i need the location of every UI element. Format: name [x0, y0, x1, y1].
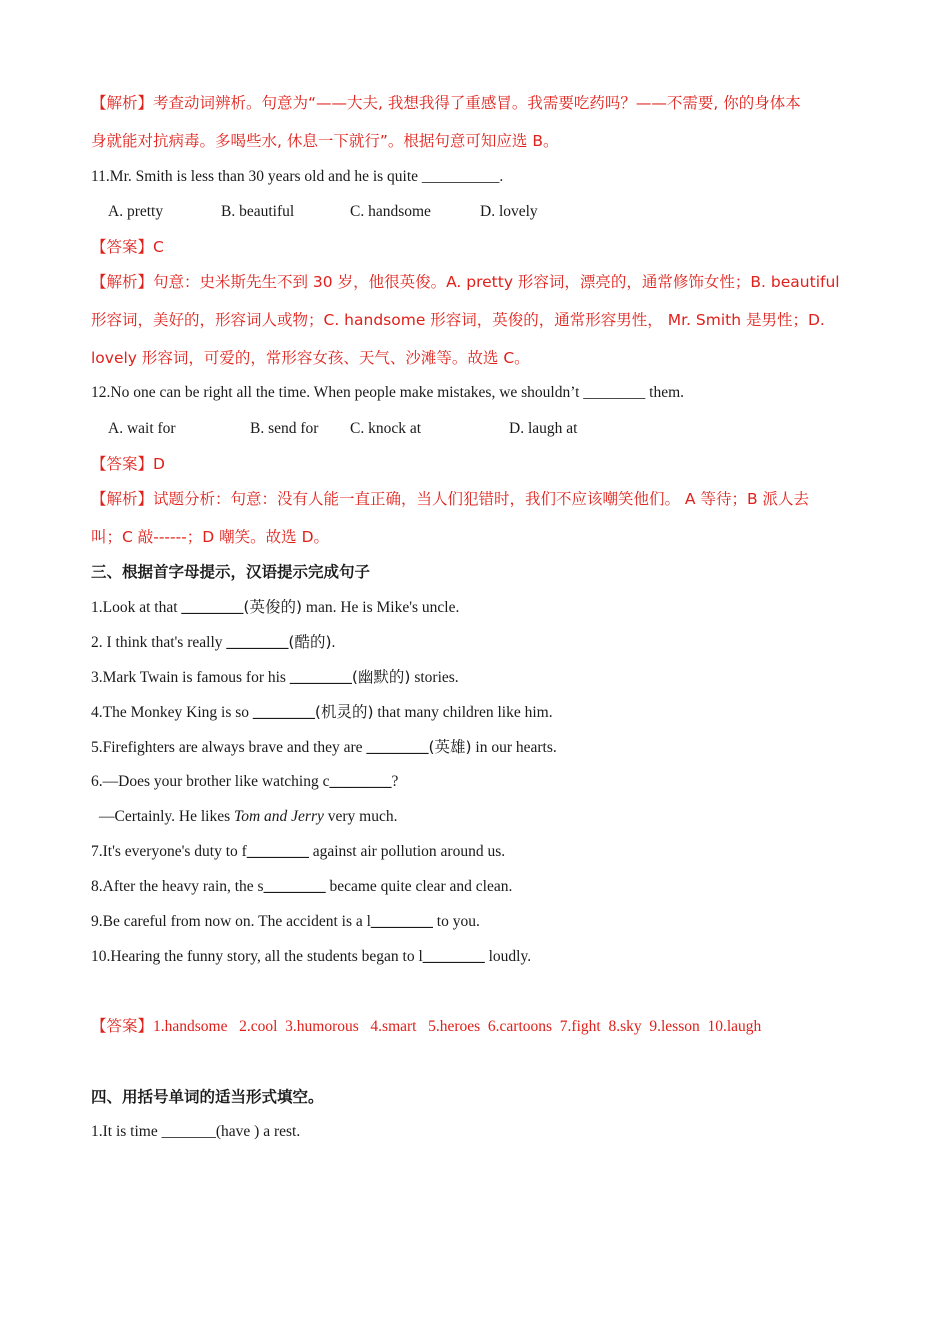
section3-item-3 — [91, 667, 459, 688]
q11-stem: 11.Mr. Smith is less than 30 years old and he is quite __________. — [91, 168, 504, 185]
q12-option-d: D. laugh at — [509, 420, 578, 437]
item-text-post: to you. — [432, 913, 480, 930]
q12-analysis-line1: 【解析】试题分析：句意：没有人能一直正确，当人们犯错时，我们不应该嘲笑他们。 A 等待；B 派人去 — [91, 490, 810, 508]
item-text-post: against air pollution around us. — [308, 843, 506, 860]
section3-item-1 — [91, 597, 459, 618]
item-blank: ________ — [289, 669, 352, 686]
item-text: 5.Firefighters are always brave and they are — [91, 739, 367, 756]
item-text: 3.Mark Twain is famous for his — [91, 669, 290, 686]
q11-option-d: D. lovely — [480, 203, 538, 220]
item-text-post: that many children like him. — [373, 704, 553, 721]
q10-analysis-line1: 【解析】考查动词辨析。句意为“——大夫, 我想我得了重感冒。我需要吃药吗？——不需要, 你的身体本 — [91, 94, 801, 112]
item-blank: ________ — [263, 878, 326, 895]
item-blank: ________ — [181, 599, 244, 616]
q11-analysis-line1: 【解析】句意：史米斯先生不到 30 岁，他很英俊。A. pretty 形容词，漂亮的，通常修饰女性；B. beautiful — [91, 273, 840, 291]
section3-item-2 — [91, 632, 335, 653]
item-text: 8.After the heavy rain, the s — [91, 878, 264, 895]
section3-item-7 — [91, 842, 505, 862]
reply-title: Tom and Jerry — [234, 808, 324, 825]
q12-option-a: A. wait for — [108, 420, 176, 437]
item-text-post: man. He is Mike's uncle. — [302, 599, 460, 616]
item-text-post: ? — [391, 773, 399, 790]
item-blank: ________ — [252, 704, 315, 721]
item-text-post: . — [331, 634, 336, 651]
q12-answer: 【答案】D — [91, 455, 165, 473]
item-hint: (幽默的) — [351, 668, 411, 686]
item-hint: (英俊的) — [243, 598, 303, 616]
q11-option-b: B. beautiful — [221, 203, 295, 220]
q11-option-c: C. handsome — [350, 203, 431, 220]
reply-text: —Certainly. He likes — [99, 808, 235, 825]
q10-analysis-line2: 身就能对抗病毒。多喝些水, 休息一下就行”。根据句意可知应选 B。 — [91, 132, 559, 150]
section3-item-6-reply — [99, 807, 398, 827]
q11-analysis-line3: lovely 形容词，可爱的，常形容女孩、天气、沙滩等。故选 C。 — [91, 349, 530, 367]
q11-answer: 【答案】C — [91, 238, 164, 256]
section3-title: 三、根据首字母提示，汉语提示完成句子 — [91, 563, 371, 581]
item-blank: ________ — [422, 948, 485, 965]
section3-item-5 — [91, 737, 557, 758]
section3-item-4 — [91, 702, 553, 723]
section3-item-9 — [91, 912, 480, 932]
item-hint: (英雄) — [428, 738, 472, 756]
item-text: 4.The Monkey King is so — [91, 704, 253, 721]
item-text: 1.Look at that — [91, 599, 182, 616]
q11-option-a: A. pretty — [108, 203, 164, 220]
item-text-post: stories. — [410, 669, 459, 686]
item-blank: ________ — [366, 739, 429, 756]
item-hint: (机灵的) — [314, 703, 374, 721]
item-blank: ________ — [246, 843, 309, 860]
item-blank: ________ — [329, 773, 392, 790]
item-text: 6.—Does your brother like watching c — [91, 773, 330, 790]
q12-option-b: B. send for — [250, 420, 319, 437]
section3-item-10 — [91, 947, 531, 967]
item-blank: ________ — [226, 634, 289, 651]
section3-item-6 — [91, 772, 398, 792]
section4-title: 四、用括号单词的适当形式填空。 — [91, 1088, 324, 1106]
item-text: 10.Hearing the funny story, all the students began to l — [91, 948, 423, 965]
reply-text-post: very much. — [323, 808, 398, 825]
section3-answer: 【答案】1.handsome 2.cool 3.humorous 4.smart 5.heroes 6.cartoons 7.fight 8.sky 9.lesson 10.laugh — [91, 1018, 762, 1035]
item-text: 7.It's everyone's duty to f — [91, 843, 247, 860]
section3-item-8 — [91, 877, 512, 897]
item-hint: (酷的) — [288, 633, 332, 651]
section4-item-1: 1.It is time _______(have ) a rest. — [91, 1123, 301, 1140]
item-text: 9.Be careful from now on. The accident is a l — [91, 913, 371, 930]
item-text-post: became quite clear and clean. — [325, 878, 513, 895]
q11-analysis-line2: 形容词，美好的，形容词人或物；C. handsome 形容词，英俊的，通常形容男性， Mr. Smith 是男性；D. — [91, 311, 825, 329]
q12-option-c: C. knock at — [350, 420, 422, 437]
q12-stem: 12.No one can be right all the time. When people make mistakes, we shouldn’t ________ them. — [91, 384, 685, 401]
item-text: 2. I think that's really — [91, 634, 227, 651]
item-blank: ________ — [370, 913, 433, 930]
item-text-post: in our hearts. — [471, 739, 557, 756]
q12-analysis-line2: 叫；C 敲------；D 嘲笑。故选 D。 — [91, 528, 330, 546]
item-text-post: loudly. — [484, 948, 532, 965]
